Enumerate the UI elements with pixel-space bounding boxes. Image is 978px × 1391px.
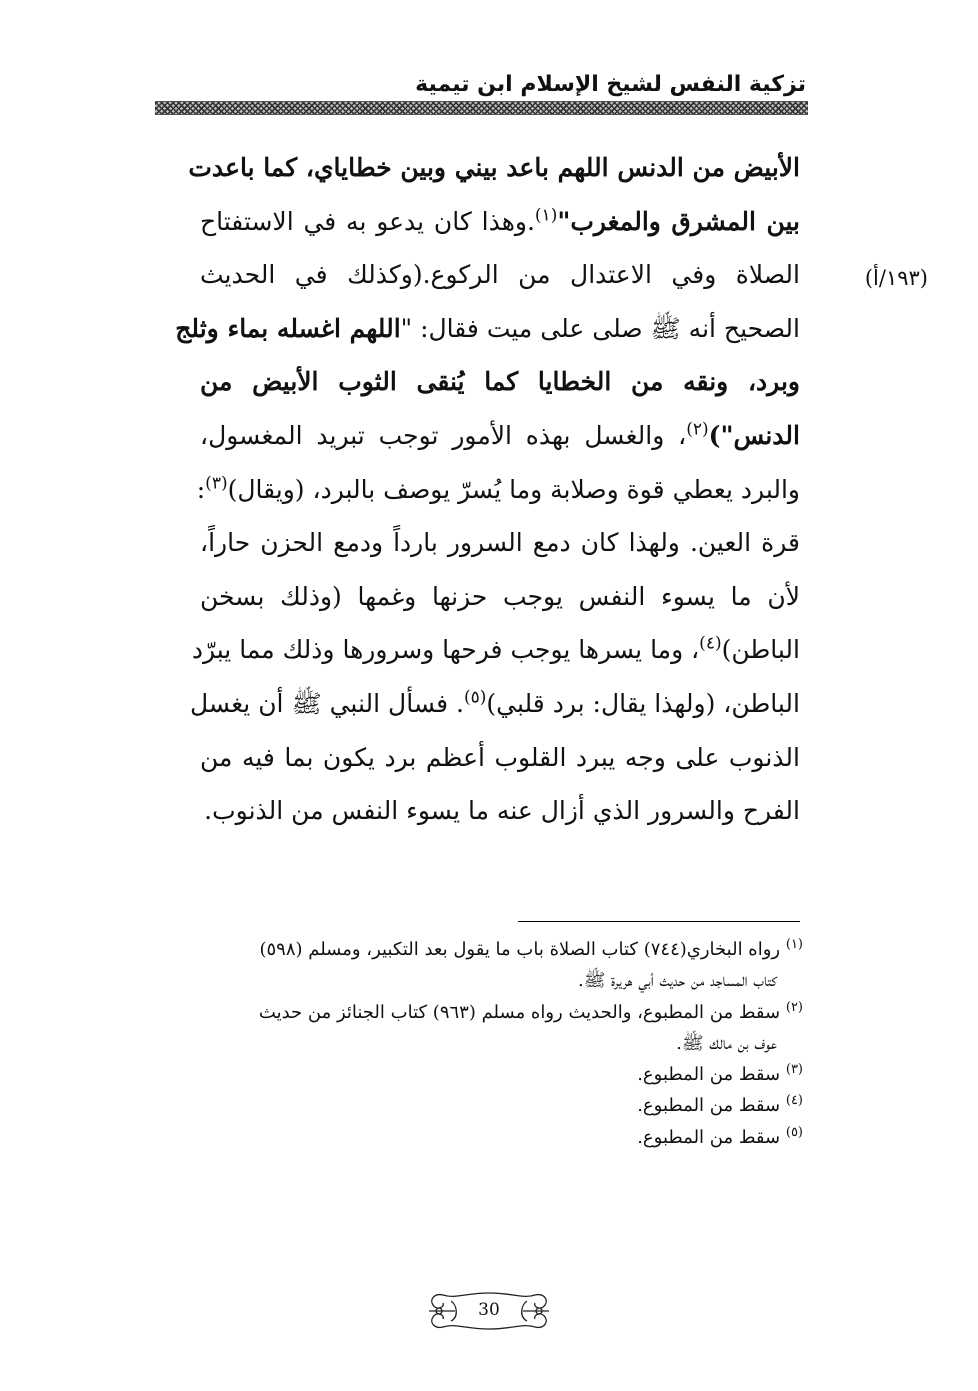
body-line: [200, 784, 800, 838]
footnote-number: (٥): [785, 1124, 803, 1140]
footnote-separator: [518, 921, 800, 922]
body-line: [188, 141, 800, 195]
footnote-4: [183, 1090, 803, 1121]
text-run: الدنس"): [708, 420, 800, 450]
body-line: [190, 677, 800, 731]
footnote-text: عوف بن مالك ﷺ.: [676, 1032, 777, 1054]
body-line: [175, 302, 800, 356]
text-run: والبرد يعطي قوة وصلابة وما يُسرّ يوصف بالبرد، (ويقال): [227, 474, 800, 504]
text-run: الفرح والسرور الذي أزال عنه ما يسوء النفس من الذنوب.: [204, 796, 800, 826]
header-ornamental-band: [155, 101, 808, 115]
footnote-text: رواه البخاري(٧٤٤) كتاب الصلاة باب ما يقول بعد التكبير، ومسلم (٥٩٨): [259, 939, 781, 960]
text-run: الصلاة وفي الاعتدال من الركوع.(وكذلك في الحديث: [200, 260, 800, 290]
body-line: [196, 463, 800, 517]
body-line: [200, 195, 800, 249]
body-line: [200, 409, 800, 463]
body-line: [200, 355, 800, 409]
manuscript-folio-note: (١٩٣/أ): [864, 266, 928, 290]
text-run: . فسأل النبي ﷺ أن يغسل: [190, 688, 464, 718]
body-line: [200, 731, 800, 785]
text-run: ، وما يسرها يوجب فرحها وسرورها وذلك مما يبرّد: [191, 635, 700, 665]
footnote-ref[interactable]: (٢): [686, 419, 709, 440]
footnote-2: [183, 997, 803, 1028]
footnote-number: (٤): [785, 1093, 803, 1109]
text-run: الأبيض من الدنس اللهم باعد بيني وبين خطاياي، كما باعدت: [188, 153, 800, 182]
footnote-ref[interactable]: (٣): [205, 473, 228, 494]
text-run: بين المشرق والمغرب": [557, 206, 801, 236]
footnote-2-cont: [183, 1028, 803, 1059]
text-run: ، والغسل بهذه الأمور توجب تبريد المغسول،: [200, 420, 687, 450]
body-line: [200, 570, 800, 624]
text-run: اللهم اغسله بماء وثلج: [175, 313, 401, 343]
text-run: الذنوب على وجه يبرد القلوب أعظم برد يكون بما فيه من: [200, 742, 800, 772]
text-run: قرة العين. ولهذا كان دمع السرور بارداً ودمع الحزن حاراً،: [200, 528, 800, 558]
footnote-3: [183, 1059, 803, 1090]
body-line: [200, 516, 800, 570]
footnote-text: سقط من المطبوع.: [637, 1126, 781, 1148]
running-header-title: تزكية النفس لشيخ الإسلام ابن تيمية: [415, 72, 806, 97]
body-line: [191, 623, 800, 677]
footnote-1-cont: [183, 965, 803, 996]
body-line: [200, 248, 800, 302]
text-run: :: [196, 474, 206, 504]
footnote-5: [183, 1122, 803, 1153]
text-run: .وهذا كان يدعو به في الاستفتاح: [200, 206, 535, 236]
footnote-text: سقط من المطبوع، والحديث رواه مسلم (٩٦٣) كتاب الجنائز من حديث: [258, 1001, 781, 1023]
text-run: وبرد، ونقه من الخطايا كما يُنقى الثوب الأبيض من: [200, 367, 800, 397]
footnote-ref[interactable]: (٥): [463, 687, 487, 708]
text-run: الصحيح أنه ﷺ صلى على ميت فقال: ": [400, 313, 800, 343]
footnote-text: كتاب المساجد من حديث أبي هريرة ﷺ.: [577, 970, 777, 992]
text-run: الباطن، (ولهذا يقال: برد قلبي): [486, 688, 800, 718]
page-number: 30: [471, 1298, 507, 1322]
footnote-text: سقط من المطبوع.: [637, 1095, 781, 1117]
footnote-ref[interactable]: (٤): [699, 634, 722, 655]
footnote-number: (٢): [785, 999, 803, 1015]
footnote-ref[interactable]: (١): [534, 205, 558, 226]
footnote-1: [183, 934, 803, 965]
main-text: [175, 141, 801, 838]
footnote-number: (١): [785, 937, 803, 952]
footnote-number: (٣): [785, 1062, 803, 1078]
footnotes: [183, 934, 803, 1153]
text-run: لأن ما يسوء النفس يوجب حزنها وغمها (وذلك بسخن: [200, 581, 800, 611]
footnote-text: سقط من المطبوع.: [637, 1064, 781, 1086]
text-run: الباطن): [721, 635, 800, 665]
